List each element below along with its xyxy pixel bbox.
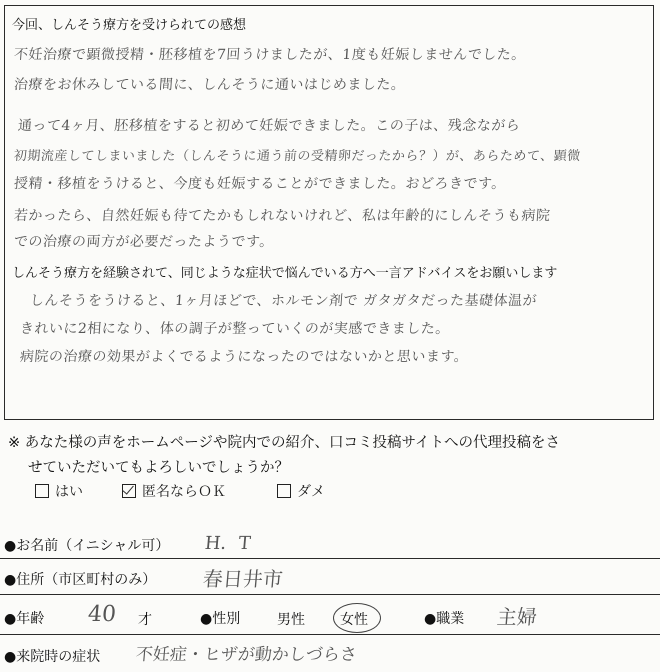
option-anonymous-label: 匿名ならＯＫ — [142, 484, 226, 500]
job-value: 主婦 — [495, 605, 538, 629]
answer-line: での治療の両方が必要だったようです。 — [13, 234, 275, 250]
age-unit: 才 — [138, 612, 152, 628]
checkbox-yes[interactable] — [35, 484, 49, 498]
option-no[interactable] — [277, 481, 325, 501]
question-impressions: 今回、しんそう療方を受けられての感想 — [12, 18, 247, 33]
answer-line: 若かったら、自然妊娠も待てたかもしれないけれど、私は年齢的にしんそうも病院 — [13, 208, 551, 224]
name-label: ●お名前（イニシャル可） — [4, 538, 170, 554]
gender-male[interactable]: 男性 — [277, 612, 305, 628]
gender-selected-circle — [333, 603, 381, 633]
gender-female[interactable]: 女性 — [340, 612, 368, 628]
advice-line: 病院の治療の効果がよくでるようになったのではないかと思います。 — [19, 349, 469, 365]
advice-line: きれいに2相になり、体の調子が整っていくのが実感できました。 — [19, 321, 451, 337]
option-no-label: ダメ — [297, 484, 325, 500]
answer-line: 治療をお休みしている間に、しんそうに通いはじめました。 — [13, 77, 406, 93]
answer-line: 通って4ヶ月、胚移植をすると初めて妊娠できました。この子は、残念ながら — [17, 118, 521, 134]
name-value: H．T — [203, 533, 252, 554]
address-label: ●住所（市区町村のみ） — [4, 572, 157, 588]
divider — [0, 558, 660, 559]
consent-question-cont: せていただいてもよろしいでしょうか？ — [28, 460, 289, 476]
age-label: ●年齢 — [4, 611, 45, 627]
age-value: 40 — [86, 602, 118, 627]
option-yes[interactable] — [35, 481, 83, 501]
consent-question: ※ あなた様の声をホームページや院内での紹介、口コミ投稿サイトへの代理投稿をさ — [8, 435, 560, 451]
checkbox-anonymous-ok[interactable] — [122, 484, 136, 498]
option-anonymous-ok[interactable] — [122, 481, 226, 501]
divider — [0, 594, 660, 595]
divider — [0, 634, 660, 635]
symptom-label: ●来院時の症状 — [4, 649, 101, 665]
option-yes-label: はい — [55, 484, 83, 500]
answer-line: 初期流産してしまいました（しんそうに通う前の受精卵だったから？）が、あらためて、顕微 — [13, 149, 582, 164]
gender-label: ●性別 — [200, 611, 241, 627]
symptom-value: 不妊症・ヒザが動かしづらさ — [134, 645, 358, 665]
answer-line: 不妊治療で顕微授精・胚移植を7回うけましたが、1度も妊娠しませんでした。 — [13, 47, 527, 63]
address-value: 春日井市 — [201, 567, 284, 591]
question-advice: しんそう療方を経験されて、同じような症状で悩んでいる方へ一言アドバイスをお願いします — [12, 266, 558, 281]
checkbox-no[interactable] — [277, 484, 291, 498]
advice-line: しんそうをうけると、1ヶ月ほどで、ホルモン剤で ガタガタだった基礎体温が — [29, 293, 538, 309]
job-label: ●職業 — [424, 611, 465, 627]
answer-line: 授精・移植をうけると、今度も妊娠することができました。おどろきです。 — [13, 176, 507, 192]
